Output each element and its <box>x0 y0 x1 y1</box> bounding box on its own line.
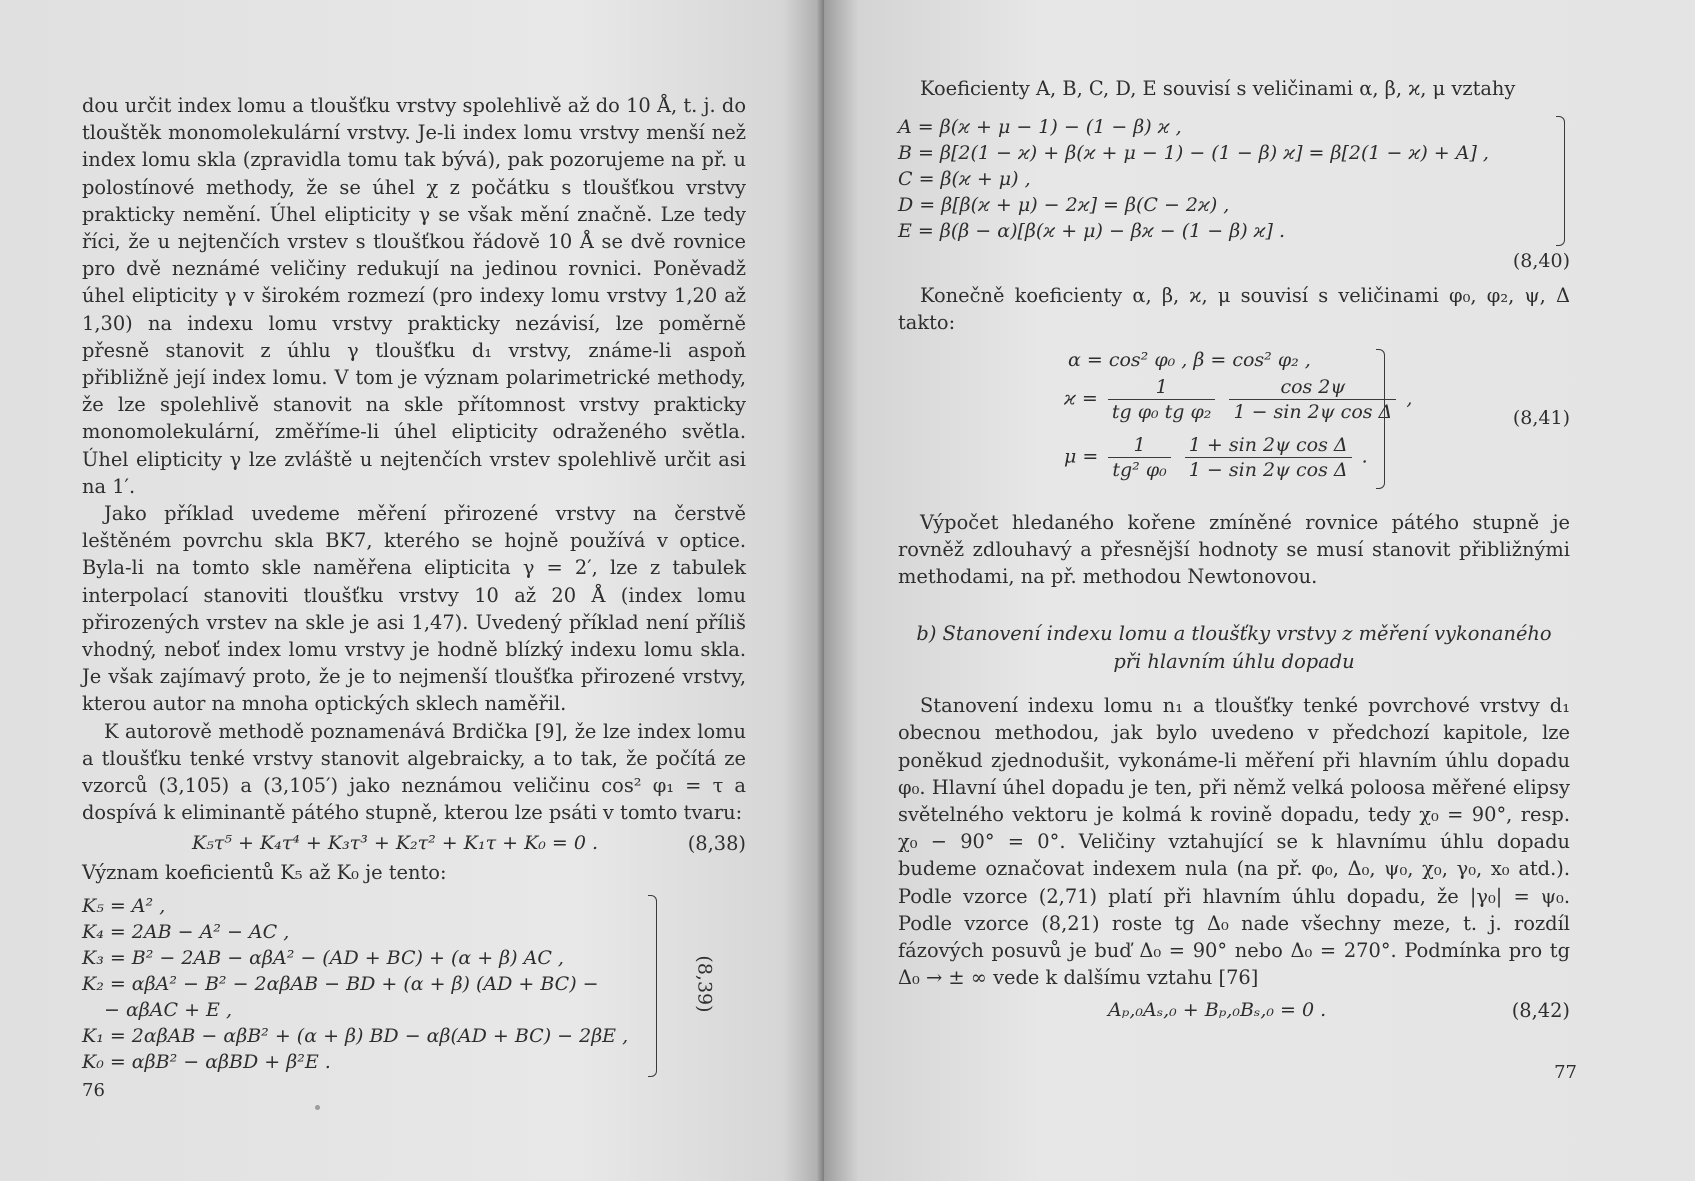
equation-8-38: K₅τ⁵ + K₄τ⁴ + K₃τ³ + K₂τ² + K₁τ + K₀ = 0 . <box>192 832 599 855</box>
paragraph-4: Výpočet hledaného kořene zmíněné rovnice pátého stupně je rovněž zdlouhavý a přesnější hodnoty se musí stanovit přibližnými methodami, na př. methodou Newtonovou. <box>898 510 1570 589</box>
system-8-39-line: K₃ = B² − 2AB − αβA² − (AD + BC) + (α + β) AC , <box>82 946 564 969</box>
mu-equation <box>1064 433 1368 482</box>
kappa-fraction-2 <box>1229 375 1396 424</box>
fraction-numerator: 1 <box>1108 433 1170 458</box>
right-page <box>824 0 1695 1181</box>
system-8-39 <box>82 893 746 1079</box>
mu-tail: . <box>1361 445 1368 468</box>
intro-8-41: Konečně koeficienty α, β, ϰ, μ souvisí s veličinami φ₀, φ₂, ψ, Δ takto: <box>898 284 1570 335</box>
page-number-left: 76 <box>82 1080 105 1101</box>
mu-lhs: μ = <box>1064 445 1099 468</box>
left-page-content <box>82 92 746 1079</box>
fraction-denominator: 1 − sin 2ψ cos Δ <box>1188 458 1348 481</box>
system-8-40-line: E = β(β − α)[β(ϰ + μ) − βϰ − (1 − β) ϰ] . <box>898 220 1286 243</box>
system-8-39-line: K₄ = 2AB − A² − AC , <box>82 920 290 943</box>
paragraph-5: Stanovení indexu lomu n₁ a tloušťky tenké povrchové vrstvy d₁ obecnou methodou, jak bylo uvedeno v předchozí kapitole, lze poněkud zjednodušit, vykonáme-li měření při hlavním úhlu dopadu φ₀. Hlavní úhel dopadu je ten, při němž velká poloosa měřené elipsy světelného vektoru je kolmá k rovině dopadu, tedy χ₀ = 90°, resp. χ₀ − 90° = 0°. Veličiny vztahující se k hlavnímu úhlu dopadu budeme označovat indexem nula (na př. φ₀, Δ₀, ψ₀, χ₀, γ₀, x₀ atd.). Podle vzorce (2,71) platí při hlavním úhlu dopadu, že |γ₀| = ψ₀. Podle vzorce (8,21) roste tg Δ₀ nade všechny meze, t. j. rozdíl fázových posuvů je buď Δ₀ = 90° nebo Δ₀ = 270°. Podmínka pro tg Δ₀ → ± ∞ vede k dalšímu vztahu [76] <box>898 694 1570 990</box>
fraction-numerator: cos 2ψ <box>1229 375 1396 400</box>
paragraph-2: Jako příklad uvedeme měření přirozené vrstvy na čerstvě leštěném povrchu skla BK7, kterého se hojně používá v optice. Byla-li na tomto skle naměřena elipticita γ = 2′, lze z tabulek interpolací stanoviti tloušťku vrstvy 10 až 20 Å (index lomu přirozených vrstev na skle je asi 1,47). Uvedený příklad není příliš vhodný, neboť index lomu vrstvy je hodně blízký indexu lomu skla. Je však zajímavý proto, že je to nejmenší tloušťka přirozené vrstvy, kterou autor na mnoha optických sklech naměřil. <box>82 502 746 716</box>
section-title-line-2: při hlavním úhlu dopadu <box>1113 650 1355 674</box>
system-8-39-brace <box>648 895 657 1077</box>
mu-fraction-2 <box>1185 433 1352 482</box>
equation-8-42-number: (8,42) <box>1511 999 1570 1023</box>
system-8-40-line: C = β(ϰ + μ) , <box>898 168 1031 191</box>
system-8-41-brace <box>1376 349 1385 489</box>
page-number-right: 77 <box>1554 1062 1577 1083</box>
intro-8-39: Význam koeficientů K₅ až K₀ je tento: <box>82 861 447 885</box>
kappa-fraction-1 <box>1108 375 1216 424</box>
system-8-40-brace <box>1556 116 1565 246</box>
equation-8-41-number: (8,41) <box>1512 406 1570 429</box>
intro-8-40: Koeficienty A, B, C, D, E souvisí s veličinami α, β, ϰ, μ vztahy <box>920 77 1516 100</box>
equation-8-38-row <box>82 830 746 857</box>
fraction-denominator: 1 − sin 2ψ cos Δ <box>1233 400 1393 423</box>
equation-8-40-number: (8,40) <box>1512 250 1570 273</box>
kappa-equation <box>1064 375 1412 424</box>
equation-8-42: Aₚ,₀Aₛ,₀ + Bₚ,₀Bₛ,₀ = 0 . <box>1108 999 1327 1022</box>
mu-fraction-1 <box>1108 433 1170 482</box>
system-8-40-line: D = β[β(ϰ + μ) − 2ϰ] = β(C − 2ϰ) , <box>898 194 1230 217</box>
system-8-39-line: K₂ = αβA² − B² − 2αβAB − BD + (α + β) (AD + BC) − <box>82 972 599 995</box>
system-8-40-line: B = β[2(1 − ϰ) + β(ϰ + μ − 1) − (1 − β) ϰ] = β[2(1 − ϰ) + A] , <box>898 142 1489 165</box>
system-8-40 <box>898 114 1570 274</box>
right-page-content <box>898 75 1570 1024</box>
smudge <box>315 1105 320 1110</box>
system-8-39-line: K₀ = αβB² − αβBD + β²E . <box>82 1050 331 1073</box>
system-8-39-line: K₅ = A² , <box>82 894 166 917</box>
equation-8-39-number: (8,39) <box>693 955 716 1013</box>
system-8-41 <box>898 347 1570 495</box>
equation-8-42-row <box>898 997 1570 1024</box>
fraction-numerator: 1 + sin 2ψ cos Δ <box>1185 433 1352 458</box>
kappa-lhs: ϰ = <box>1064 387 1098 410</box>
paragraph-3: K autorově methodě poznamenává Brdička [9], že lze index lomu a tloušťku tenké vrstvy stanovit algebraicky, a to tak, že počítá ze vzorců (3,105) a (3,105′) jako neznámou veličinu cos² φ₁ = τ a dospívá k eliminantě pátého stupně, kterou lze psáti v tomto tvaru: <box>82 719 746 825</box>
system-8-39-line: − αβAC + E , <box>104 998 232 1021</box>
fraction-numerator: 1 <box>1108 375 1216 400</box>
equation-8-38-number: (8,38) <box>687 832 746 856</box>
system-8-40-line: A = β(ϰ + μ − 1) − (1 − β) ϰ , <box>898 116 1182 139</box>
system-8-39-line: K₁ = 2αβAB − αβB² + (α + β) BD − αβ(AD + BC) − 2βE , <box>82 1024 629 1047</box>
fraction-denominator: tg φ₀ tg φ₂ <box>1111 400 1212 423</box>
section-title-line-1: b) Stanovení indexu lomu a tloušťky vrstvy z měření vykonaného <box>916 622 1552 646</box>
kappa-tail: , <box>1406 387 1413 410</box>
paragraph-1: dou určit index lomu a tloušťku vrstvy spolehlivě až do 10 Å, t. j. do tlouštěk monomolekulární vrstvy. Je-li index lomu vrstvy menší než index lomu skla (zpravidla tomu tak bývá), pak pozorujeme na př. u polostínové methody, že se úhel χ z počátku s tloušťkou vrstvy prakticky nemění. Úhel elipticity γ se však mění značně. Lze tedy říci, že u nejtenčích vrstev s tloušťkou řádově 10 Å se dvě rovnice pro dvě neznámé veličiny redukují na jedinou rovnici. Poněvadž úhel elipticity γ v širokém rozmezí (pro indexy lomu vrstvy 1,20 až 1,30) na indexu lomu vrstvy prakticky nezávisí, lze poměrně přesně stanovit z úhlu γ tloušťku d₁ vrstvy, známe-li aspoň přibližně její index lomu. V tom je význam polarimetrické methody, že lze spolehlivě stanovit na skle přítomnost vrstvy prakticky monomolekulární, změříme-li úhel elipticity odraženého světla. Úhel elipticity γ lze zvláště u nejtenčích vrstev spolehlivě určit asi na 1′. <box>82 94 746 498</box>
left-page <box>0 0 824 1181</box>
system-8-41-line-1: α = cos² φ₀ , β = cos² φ₂ , <box>1068 348 1311 371</box>
section-heading <box>898 620 1570 676</box>
fraction-denominator: tg² φ₀ <box>1112 458 1167 481</box>
